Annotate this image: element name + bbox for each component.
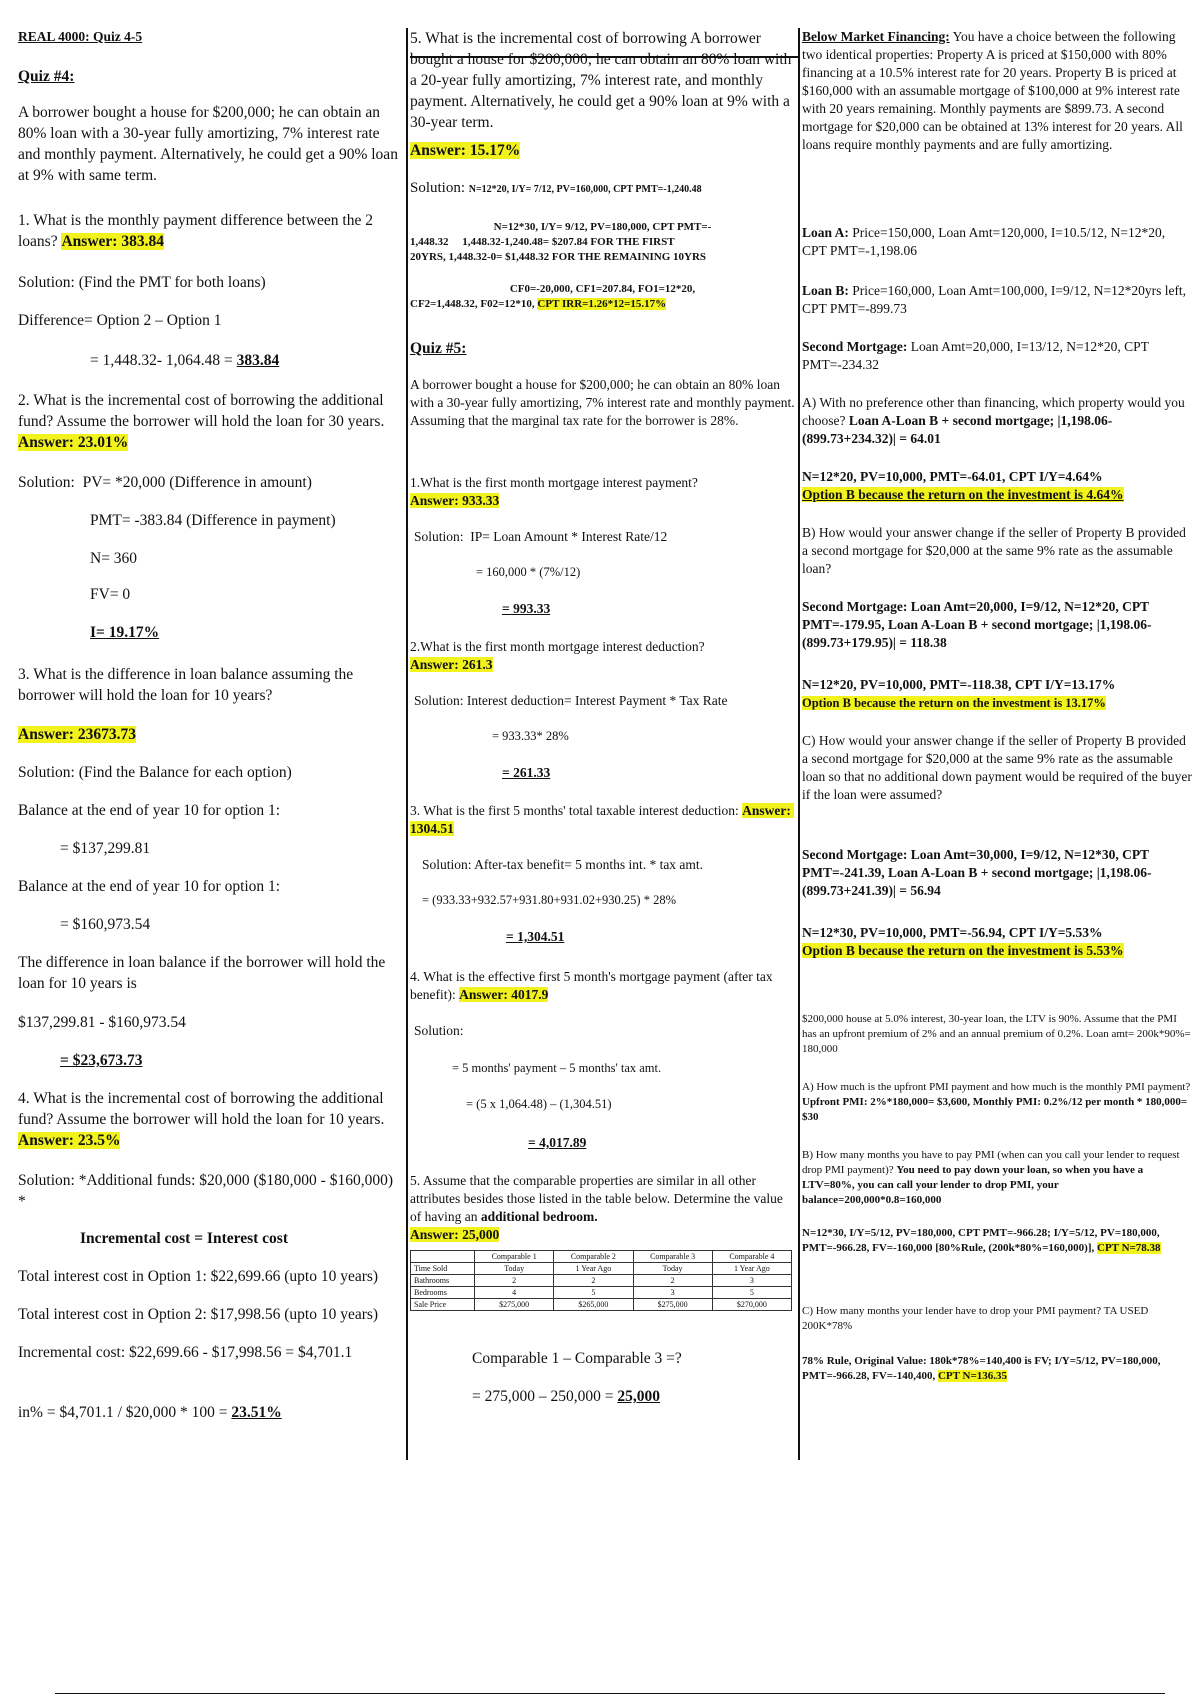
pmi-b-question: B) How many months you have to pay PMI (when can you call your lender to request drop PMI payment)? [802, 1149, 1183, 1176]
qa-question: A) With no preference other than financing, which property would you choose? [802, 395, 1189, 428]
pmi-c-highlight: CPT N=136.35 [937, 1370, 1007, 1382]
table-row [411, 1299, 792, 1311]
bmf-body: You have a choice between the following two identical properties: Property A is priced at $150,000 with 80% financing at a 10.5% interest rate for 20 years. Property B is priced at $160,000 with an assumable mortgage of $100,000 at 9% interest rate with 20 years remaining. Monthly payments are $899.73. A second mortgage for $20,000 can be obtained at 13% interest for 20 years. All loans require monthly payments and are fully amortizing. [802, 29, 1187, 152]
qb-highlight: Option B because the return on the investment is 13.17% [802, 696, 1106, 710]
loanB-label: Loan B: [802, 283, 849, 298]
p1-result: = 993.33 [502, 601, 551, 616]
q3-diff-text: The difference in loan balance if the borrower will hold the loan for 10 years is [18, 954, 390, 992]
pmi-intro: $200,000 house at 5.0% interest, 30-year loan, the LTV is 90%. Assume that the PMI has an upfront premium of 2% and an annual premium of 0.2%. Loan amt= 200k*90%= 180,000 [802, 1013, 1194, 1055]
p2-question: 2.What is the first month mortgage interest deduction? [410, 639, 705, 654]
q3-bal2: = $160,973.54 [60, 916, 151, 933]
table-cell: 1 Year Ago [712, 1263, 791, 1275]
table-header-cell [411, 1251, 475, 1263]
table-cell: Bedrooms [411, 1287, 475, 1299]
qc-bold: Second Mortgage: Loan Amt=30,000, I=9/12, N=12*30, CPT PMT=-241.39, Loan A-Loan B + second mortgage; |1,198.06-(899.73+241.39)| = 56.94 [802, 847, 1153, 898]
q1-answer: Answer: 383.84 [61, 233, 164, 250]
q1-calc [90, 350, 279, 371]
p3-answer: Answer: 1304.51 [410, 803, 795, 836]
pmi-a-question: A) How much is the upfront PMI payment and how much is the monthly PMI payment? [802, 1081, 1194, 1093]
qa-text [802, 394, 1192, 448]
loanA-value: Price=150,000, Loan Amt=120,000, I=10.5/12, N=12*20, CPT PMT=-1,198.06 [802, 225, 1169, 258]
q5-calc-c: 20YRS, 1,448.32-0= $1,448.32 FOR THE REMAINING 10YRS [410, 251, 707, 263]
table-header-cell: Comparable 2 [554, 1251, 633, 1263]
q1-difference: Difference= Option 2 – Option 1 [18, 312, 222, 329]
p5-answer-line [410, 1226, 499, 1244]
q2-fv: FV= 0 [90, 586, 131, 603]
table-cell: $275,000 [633, 1299, 712, 1311]
pmi-b-highlight: CPT N=78.38 [1097, 1242, 1161, 1254]
pmi-b-bold: You need to pay down your loan, so when you have a LTV=80%, you can call your lender to drop PMI, your balance=200,000*0.8=160,000 [802, 1164, 1146, 1206]
p4-calc2: = (5 x 1,064.48) – (1,304.51) [466, 1097, 612, 1111]
q5-cf-b [410, 297, 795, 312]
q3-bal1-label: Balance at the end of year 10 for option 1: [18, 802, 281, 819]
qa-bold: Loan A-Loan B + second mortgage; |1,198.06-(899.73+234.32)| = 64.01 [802, 413, 1113, 446]
pmi-c: C) How many months your lender have to drop your PMI payment? TA USED 200K*78% [802, 1305, 1152, 1332]
p5-question-bold: additional bedroom. [480, 1209, 598, 1224]
second-mortgage-label: Second Mortgage: [802, 339, 908, 354]
q2-n: N= 360 [90, 550, 138, 567]
table-cell: 2 [475, 1275, 554, 1287]
q5-solution [410, 178, 795, 200]
q1-solution: Solution: (Find the PMT for both loans) [18, 274, 266, 291]
q3-bal2-label: Balance at the end of year 10 for option 1: [18, 878, 281, 895]
table-cell: Today [475, 1263, 554, 1275]
q2-answer: Answer: 23.01% [18, 434, 129, 451]
quiz5-intro: A borrower bought a house for $200,000; he can obtain an 80% loan with a 30-year fully amortizing, 7% interest rate and monthly payment. Assuming that the marginal tax rate for the borrower is 28%. [410, 377, 798, 428]
qb-highlight-line [802, 695, 1106, 711]
q3-diff-calc: $137,299.81 - $160,973.54 [18, 1014, 186, 1031]
q4-pct-expr: in% = $4,701.1 / $20,000 * 100 = [18, 1404, 232, 1421]
qa-calc: N=12*20, PV=10,000, PMT=-64.01, CPT I/Y=4.64% [802, 469, 1103, 484]
q4-opt1: Total interest cost in Option 1: $22,699.66 (upto 10 years) [18, 1268, 379, 1285]
q5-answer-line [410, 140, 520, 161]
p1-solution: Solution: IP= Loan Amount * Interest Rate/12 [414, 529, 668, 544]
qb-calc: N=12*20, PV=10,000, PMT=-118.38, CPT I/Y=13.17% [802, 677, 1116, 692]
p3-question: 3. What is the first 5 months' total taxable interest deduction: [410, 803, 743, 818]
table-cell: Sale Price [411, 1299, 475, 1311]
qa-highlight-line [802, 486, 1124, 504]
p4-result: = 4,017.89 [528, 1135, 587, 1150]
q5-text: 5. What is the incremental cost of borrowing A borrower bought a house for $200,000; he can obtain an 80% loan with a 20-year fully amortizing, 7% interest rate, and monthly payment. Alternatively, he could get a 90% loan at 9% with a 30-year term. [410, 30, 796, 131]
q5-solution-calc: N=12*20, I/Y= 7/12, PV=160,000, CPT PMT=-1,240.48 [468, 184, 702, 195]
p1-answer: Answer: 933.33 [410, 493, 500, 508]
p2-result: = 261.33 [502, 765, 551, 780]
q2-i: I= 19.17% [90, 624, 160, 641]
table-cell: 5 [712, 1287, 791, 1299]
table-cell: $270,000 [712, 1299, 791, 1311]
table-cell: 5 [554, 1287, 633, 1299]
comparables-table [410, 1250, 792, 1311]
page-header: REAL 4000: Quiz 4-5 [18, 29, 143, 44]
table-row [411, 1275, 792, 1287]
q3-question: 3. What is the difference in loan balance assuming the borrower will hold the loan for 10 years? [18, 666, 358, 704]
table-header-cell: Comparable 4 [712, 1251, 791, 1263]
pmi-b-calc-text: N=12*30, I/Y=5/12, PV=180,000, CPT PMT=-966.28; I/Y=5/12, PV=180,000, PMT=-966.28, FV=-160,000 [80%Rule, (200k*80%=160,000)], [802, 1227, 1163, 1254]
table-row [411, 1263, 792, 1275]
table-cell: Time Sold [411, 1263, 475, 1275]
q1-question: 1. What is the monthly payment difference between the 2 loans? [18, 212, 377, 250]
q5-cf-a: CF0=-20,000, CF1=207.84, FO1=12*20, [509, 283, 696, 295]
qb-question: B) How would your answer change if the seller of Property B provided a second mortgage for $20,000 at the same 9% rate as the assumable loan? [802, 525, 1190, 576]
p4-answer: Answer: 4017.9 [459, 987, 549, 1002]
qc-highlight-line [802, 942, 1124, 960]
p5-question: 5. Assume that the comparable properties are similar in all other attributes besides those listed in the table below. Determine the value of having an [410, 1173, 787, 1224]
q4-incremental: Incremental cost = Interest cost [80, 1230, 288, 1247]
table-cell: 2 [633, 1275, 712, 1287]
q4-inc-calc: Incremental cost: $22,699.66 - $17,998.56 = $4,701.1 [18, 1344, 353, 1361]
second-mortgage-value: Loan Amt=20,000, I=13/12, N=12*20, CPT PMT=-234.32 [802, 339, 1152, 372]
q5-answer: Answer: 15.17% [410, 142, 521, 159]
qc-calc: N=12*30, PV=10,000, PMT=-56.94, CPT I/Y=5.53% [802, 925, 1103, 940]
p3-text [410, 802, 795, 838]
q3-diff-result: = $23,673.73 [60, 1052, 143, 1069]
q3-answer: Answer: 23673.73 [18, 726, 136, 743]
qc-highlight: Option B because the return on the investment is 5.53% [802, 943, 1124, 958]
p4-calc1: = 5 months' payment – 5 months' tax amt. [452, 1061, 662, 1075]
comp-calc-expr: = 275,000 – 250,000 = [472, 1388, 618, 1405]
p3-result: = 1,304.51 [506, 929, 565, 944]
footer-rule [55, 1693, 1165, 1694]
p2-solution: Solution: Interest deduction= Interest Payment * Tax Rate [414, 693, 728, 708]
pmi-b-calc [802, 1226, 1192, 1256]
q3-answer-line [18, 724, 136, 745]
p1-question: 1.What is the first month mortgage interest payment? [410, 475, 698, 490]
table-cell: Today [633, 1263, 712, 1275]
loanA-label: Loan A: [802, 225, 849, 240]
quiz4-title: Quiz #4: [18, 68, 75, 85]
column-divider-2 [798, 28, 800, 1460]
p4-solution: Solution: [414, 1023, 464, 1038]
loanA [802, 224, 1192, 260]
quiz4-intro: A borrower bought a house for $200,000; he can obtain an 80% loan with a 30-year fully amortizing, 7% interest rate and monthly payment. Alternatively, he could get a 90% loan at 9% with same term. [18, 104, 402, 184]
q2-question: 2. What is the incremental cost of borrowing the additional fund? Assume the borrower will hold the loan for 30 years. [18, 392, 388, 430]
q5-calc-b: 1,448.32 1,448.32-1,240.48= $207.84 FOR THE FIRST [410, 236, 675, 248]
table-cell: 2 [554, 1275, 633, 1287]
pmi-a-bold: Upfront PMI: 2%*180,000= $3,600, Monthly PMI: 0.2%/12 per month * 180,000= $30 [802, 1096, 1190, 1123]
pmi-b [802, 1148, 1192, 1208]
q5-solution-label: Solution: [410, 180, 469, 196]
table-cell: $275,000 [475, 1299, 554, 1311]
p1-answer-line [410, 492, 499, 510]
table-header-row [411, 1251, 792, 1263]
comp-calc [472, 1386, 660, 1407]
q4-solution: Solution: *Additional funds: $20,000 ($180,000 - $160,000) * [18, 1172, 397, 1210]
table-cell: 3 [712, 1275, 791, 1287]
table-row [411, 1287, 792, 1299]
q1-calc-expr: = 1,448.32- 1,064.48 = [90, 352, 237, 369]
q1-calc-result: 383.84 [236, 352, 280, 369]
table-header-cell: Comparable 1 [475, 1251, 554, 1263]
p2-answer-line [410, 656, 493, 674]
comparables-table-body [411, 1251, 792, 1311]
q4-pct [18, 1402, 282, 1423]
q5-cf-irr: CPT IRR=1.26*12=15.17% [537, 298, 667, 310]
p5-text [410, 1172, 795, 1226]
column-divider-1 [406, 28, 408, 1460]
pmi-c-calc [802, 1354, 1192, 1384]
second-mortgage [802, 338, 1192, 374]
quiz5-title: Quiz #5: [410, 340, 467, 357]
q1-text [18, 210, 398, 252]
table-cell: 3 [633, 1287, 712, 1299]
q2-pv: Solution: PV= *20,000 (Difference in amount) [18, 474, 312, 491]
q4-pct-result: 23.51% [231, 1404, 282, 1421]
loanB [802, 282, 1192, 318]
pmi-c-calc-text: 78% Rule, Original Value: 180k*78%=140,400 is FV; I/Y=5/12, PV=180,000, PMT=-966.28, FV=-140,400, [802, 1355, 1164, 1382]
pmi-a [802, 1080, 1192, 1125]
comp-calc-result: 25,000 [617, 1388, 660, 1405]
bmf-text [802, 28, 1192, 154]
qb-bold: Second Mortgage: Loan Amt=20,000, I=9/12, N=12*20, CPT PMT=-179.95, Loan A-Loan B + second mortgage; |1,198.06-(899.73+179.95)| = 118.38 [802, 599, 1153, 650]
q3-bal1: = $137,299.81 [60, 840, 151, 857]
comp-text: Comparable 1 – Comparable 3 =? [472, 1350, 682, 1367]
p3-calc: = (933.33+932.57+931.80+931.02+930.25) * 28% [422, 893, 676, 907]
bmf-title: Below Market Financing: [802, 29, 950, 44]
p4-question: 4. What is the effective first 5 month's mortgage payment (after tax benefit): [410, 969, 776, 1002]
q4-answer: Answer: 23.5% [18, 1132, 121, 1149]
q5-calc-a: N=12*30, I/Y= 9/12, PV=180,000, CPT PMT=- [493, 221, 712, 233]
q4-question: 4. What is the incremental cost of borrowing the additional fund? Assume the borrower will hold the loan for 10 years. [18, 1090, 388, 1128]
table-cell: 4 [475, 1287, 554, 1299]
table-cell: $265,000 [554, 1299, 633, 1311]
qc-question: C) How would your answer change if the seller of Property B provided a second mortgage for $20,000 at the same 9% rate as the assumable loan so that no additional down payment would be required of the buyer if the loan were assumed? [802, 733, 1196, 802]
q5-cf-b-text: CF2=1,448.32, F02=12*10, [410, 298, 538, 310]
p1-calc: = 160,000 * (7%/12) [476, 565, 581, 579]
p2-calc: = 933.33* 28% [492, 729, 569, 743]
q4-opt2: Total interest cost in Option 2: $17,998.56 (upto 10 years) [18, 1306, 379, 1323]
q2-text [18, 390, 398, 453]
q2-pmt: PMT= -383.84 (Difference in payment) [90, 512, 336, 529]
q4-text [18, 1088, 398, 1151]
p3-solution: Solution: After-tax benefit= 5 months int. * tax amt. [422, 857, 704, 872]
table-cell: 1 Year Ago [554, 1263, 633, 1275]
loanB-value: Price=160,000, Loan Amt=100,000, I=9/12, N=12*20yrs left, CPT PMT=-899.73 [802, 283, 1190, 316]
p5-answer: Answer: 25,000 [410, 1227, 500, 1242]
p4-text [410, 968, 795, 1004]
qa-highlight: Option B because the return on the investment is 4.64% [802, 487, 1124, 502]
table-header-cell: Comparable 3 [633, 1251, 712, 1263]
table-cell: Bathrooms [411, 1275, 475, 1287]
p2-answer: Answer: 261.3 [410, 657, 493, 672]
q3-solution: Solution: (Find the Balance for each option) [18, 764, 292, 781]
